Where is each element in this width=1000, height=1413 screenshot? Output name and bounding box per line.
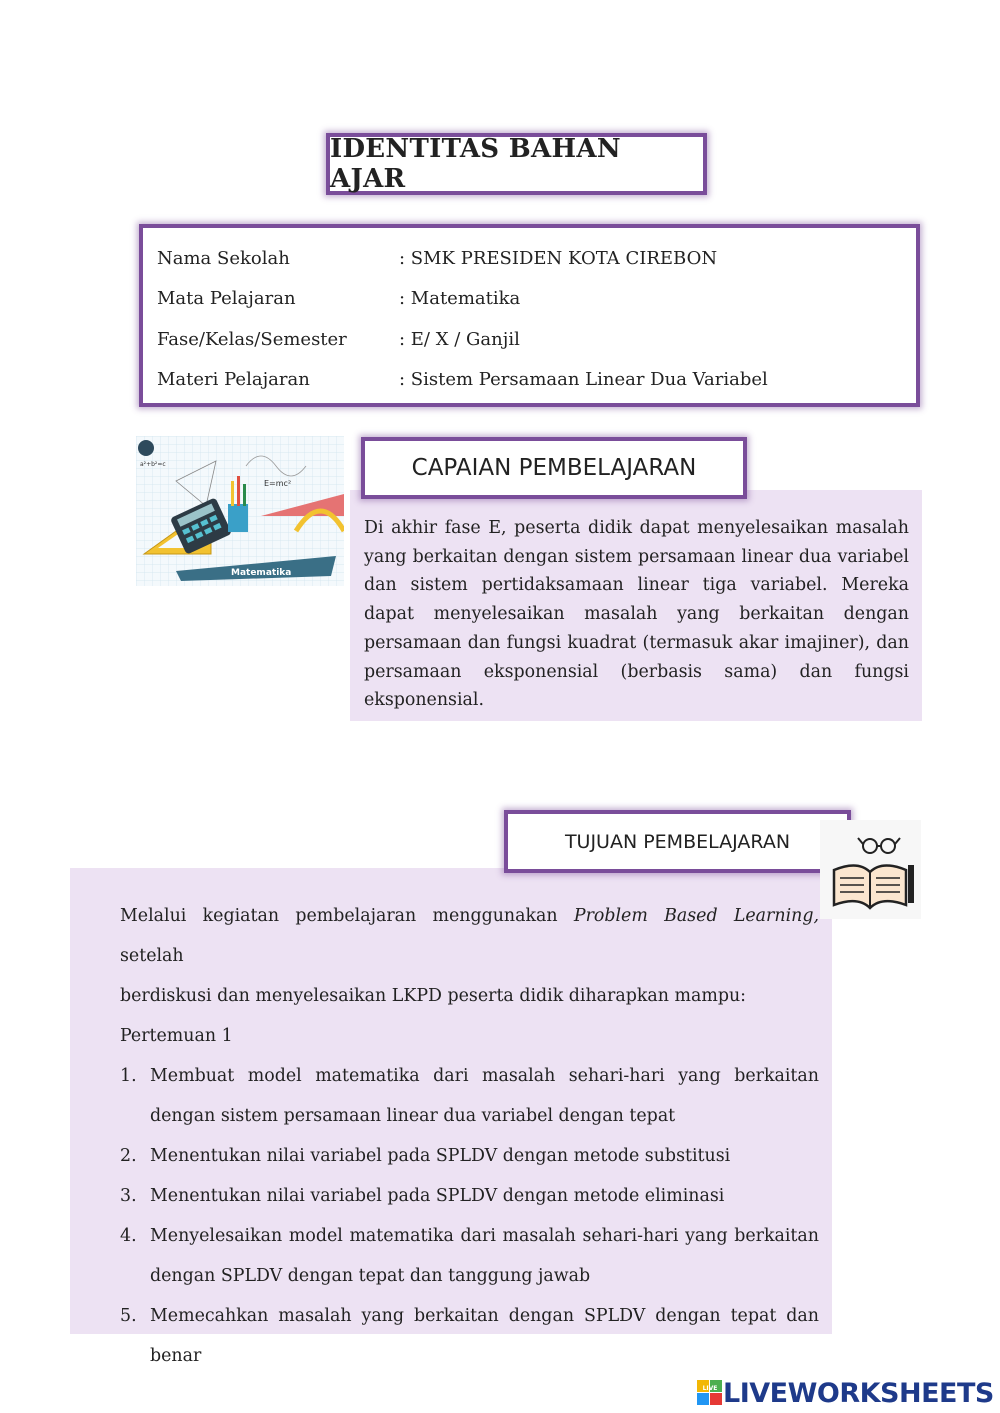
list-item xyxy=(120,1136,819,1176)
list-text: Menentukan nilai variabel pada SPLDV dengan metode substitusi xyxy=(150,1146,731,1166)
capaian-paragraph: Di akhir fase E, peserta didik dapat menyelesaikan masalah yang berkaitan dengan sistem persamaan linear dua variabel dan sistem pertidaksamaan linear tiga variabel. Mereka dapat menyelesaikan masalah yang berkaitan dengan persamaan dan fungsi kuadrat (termasuk akar imajiner), dan persamaan eksponensial (berbasis sama) dan fungsi eksponensial. xyxy=(364,518,909,711)
tujuan-intro-line: berdiskusi dan menyelesaikan LKPD peserta didik diharapkan mampu: xyxy=(120,986,747,1006)
identity-label: Nama Sekolah xyxy=(157,247,290,269)
list-number: 3. xyxy=(120,1186,137,1206)
tujuan-heading: TUJUAN PEMBELAJARAN xyxy=(504,810,851,873)
logo-text: LIVEWORKSHEETS xyxy=(723,1377,994,1409)
identity-value: : Matematika xyxy=(399,288,521,310)
book-glasses-icon xyxy=(820,820,921,919)
tujuan-body xyxy=(120,896,819,1376)
list-number: 5. xyxy=(120,1306,137,1326)
image-caption: Matematika xyxy=(231,568,292,578)
list-text: Menyelesaikan model matematika dari masalah sehari-hari yang berkaitan dengan SPLDV dengan tepat dan tanggung jawab xyxy=(150,1226,819,1286)
tujuan-intro-line xyxy=(120,896,819,976)
logo-mark-icon xyxy=(697,1380,723,1406)
logo-badge-text: LIVE xyxy=(702,1385,718,1392)
identity-value: : Sistem Persamaan Linear Dua Variabel xyxy=(399,369,768,391)
intro-text: setelah xyxy=(120,946,184,966)
list-item xyxy=(120,1056,819,1136)
identity-label: Fase/Kelas/Semester xyxy=(157,328,347,350)
identity-row xyxy=(157,279,902,320)
list-number: 4. xyxy=(120,1226,137,1246)
list-number: 1. xyxy=(120,1066,137,1086)
capaian-heading: CAPAIAN PEMBELAJARAN xyxy=(361,437,747,499)
list-number: 2. xyxy=(120,1146,137,1166)
objectives-list xyxy=(120,1056,819,1376)
list-text: Menentukan nilai variabel pada SPLDV dengan metode eliminasi xyxy=(150,1186,725,1206)
list-item xyxy=(120,1176,819,1216)
identity-value: : SMK PRESIDEN KOTA CIREBON xyxy=(399,247,718,269)
document-title: IDENTITAS BAHAN AJAR xyxy=(326,133,707,195)
identity-row xyxy=(157,360,902,401)
identity-label: Mata Pelajaran xyxy=(157,288,296,310)
list-text: Membuat model matematika dari masalah sehari-hari yang berkaitan dengan sistem persamaan linear dua variabel dengan tepat xyxy=(150,1066,819,1126)
meeting-label: Pertemuan 1 xyxy=(120,1026,233,1046)
list-item xyxy=(120,1216,819,1296)
intro-italic: Problem Based Learning, xyxy=(573,906,819,926)
intro-text: Melalui kegiatan pembelajaran menggunakan xyxy=(120,906,574,926)
formula-label: E=mc² xyxy=(264,479,292,488)
list-item xyxy=(120,1296,819,1376)
identity-row xyxy=(157,319,902,360)
identity-label: Materi Pelajaran xyxy=(157,369,310,391)
math-illustration-image xyxy=(136,436,344,586)
list-text: Memecahkan masalah yang berkaitan dengan SPLDV dengan tepat dan benar xyxy=(150,1306,819,1366)
identity-table xyxy=(139,224,920,407)
liveworksheets-logo[interactable] xyxy=(697,1377,994,1409)
identity-value: : E/ X / Ganjil xyxy=(399,328,520,350)
formula-label: a²+b²=c xyxy=(140,461,166,468)
identity-row xyxy=(157,238,902,279)
